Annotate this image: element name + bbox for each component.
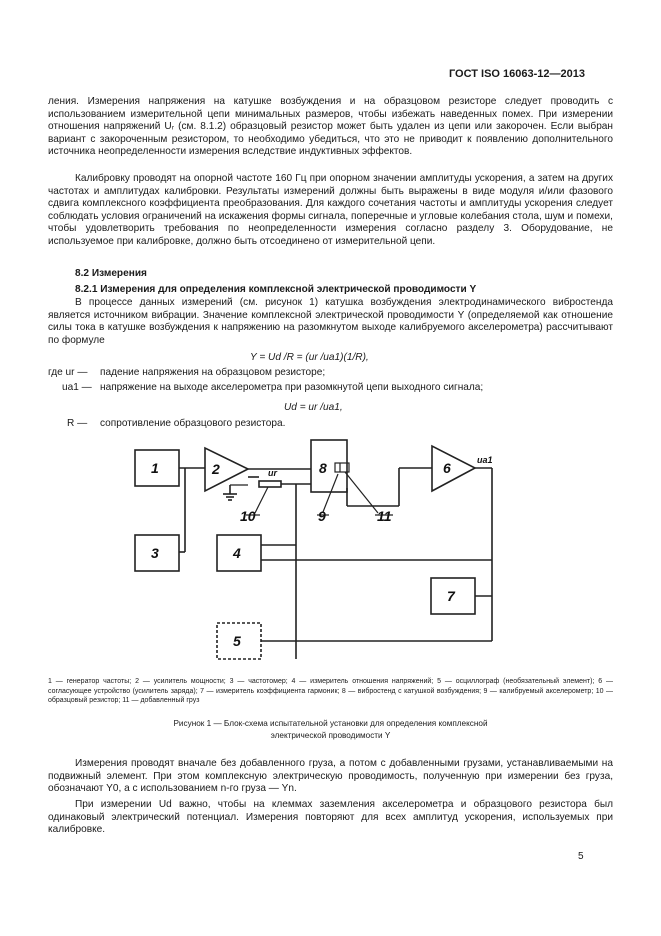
section-8-2-1-heading: 8.2.1 Измерения для определения комплексной электрической проводимости Y: [75, 284, 477, 295]
document-header: ГОСТ ISO 16063-12—2013: [448, 68, 585, 80]
definition-r-text: сопротивление образцового резистора.: [100, 418, 286, 429]
section-8-2-heading: 8.2 Измерения: [75, 268, 147, 279]
block-8-vibration-exciter: [311, 440, 347, 492]
label-1: 1: [151, 460, 159, 476]
label-8: 8: [319, 460, 327, 476]
figure-title-line-2: электрической проводимости Y: [270, 731, 391, 740]
label-10: 10: [240, 508, 256, 524]
definition-ur-term: где ur —: [48, 367, 88, 378]
definition-ua1-text: напряжение на выходе акселерометра при разомкнутой цепи выходного сигнала;: [100, 382, 484, 393]
label-ur: ur: [268, 468, 277, 478]
resistor-10: [259, 481, 281, 487]
label-3: 3: [151, 545, 159, 561]
label-ua1: ua1: [477, 455, 493, 465]
formula-ud: Ud = ur /ua1,: [284, 402, 343, 413]
paragraph-4: Измерения проводят вначале без добавленного груза, а потом с добавленными грузами, устанавливаемыми на подвижный элемент. При этом комплексную электрическую проводимость, полученную при измерении без груза, обозначают Y0, а с использованием n-го груза — Yn.: [48, 758, 613, 795]
label-2: 2: [212, 461, 220, 477]
paragraph-3: В процессе данных измерений (см. рисунок 1) катушка возбуждения электродинамического вибростенда является источником вибрации. Значение комплексной электрической проводимости Y (определяемой как отношение силы тока в катушке возбуждения к напряжению на разомкнутом выходе калибруемого акселерометра) рассчитывают по формуле: [48, 297, 613, 346]
label-11: 11: [377, 508, 392, 524]
figure-legend: 1 — генератор частоты; 2 — усилитель мощности; 3 — частотомер; 4 — измеритель отношения напряжений; 5 — осциллограф (необязательный элемент); 6 — согласующее устройство (усилитель заряда); 7 — измеритель коэффициента гармоник; 8 — вибростенд с катушкой возбуждения; 9 — калибруемый акселерометр; 10 — образцовый резистор; 11 — добавленный груз: [48, 678, 613, 705]
paragraph-2: Калибровку проводят на опорной частоте 160 Гц при опорном значении амплитуды ускорения, а затем на других частотах и амплитудах калибровки. Результаты измерений должны быть выражены в виде модуля и/или фазового сдвига комплексного коэффициента преобразования. Для каждого сочетания частоты и амплитуды ускорения следует соблюдать условия ограничений на искажения формы сигнала, поперечные и угловые колебания стола, шум и помехи, чтобы удовлетворить требования по неопределенности измерения согласно разделу 3. Оборудование, не используемое при калибровке, должно быть отсоединено от измерительной цепи.: [48, 173, 613, 247]
figure-title-line-1: Рисунок 1 — Блок-схема испытательной установки для определения комплексной: [173, 719, 488, 728]
block-6-conditioning-amplifier: [432, 446, 475, 491]
label-9: 9: [318, 508, 326, 524]
paragraph-1: ления. Измерения напряжения на катушке возбуждения и на образцовом резисторе следует проводить с использованием измерительной цепи минимальных размеров, чтобы избежать наведенных помех. При измерении отношения напряжений Uᵣ (см. 8.1.2) образцовый резистор может быть удален из цепи или закорочен. Если выбран вариант с закороченным резистором, то необходимо убедиться, что это не приводит к появлению дополнительного источника неопределенности измерения вследствие индуктивных эффектов.: [48, 96, 613, 158]
paragraph-5: При измерении Ud важно, чтобы на клеммах заземления акселерометра и образцового резистора был одинаковый электрический потенциал. Измерения повторяют для всех амплитуд ускорения, используемых при калибровке.: [48, 799, 613, 836]
definition-ur-text: падение напряжения на образцовом резисторе;: [100, 367, 326, 378]
label-7: 7: [447, 588, 455, 604]
label-5: 5: [233, 633, 241, 649]
label-4: 4: [233, 545, 241, 561]
definition-ua1-term: ua1 —: [62, 382, 92, 393]
definition-r-term: R —: [67, 418, 88, 429]
page-number: 5: [578, 851, 584, 862]
label-6: 6: [443, 460, 451, 476]
formula-admittance: Y = Ud /R = (ur /ua1)(1/R),: [250, 352, 369, 363]
